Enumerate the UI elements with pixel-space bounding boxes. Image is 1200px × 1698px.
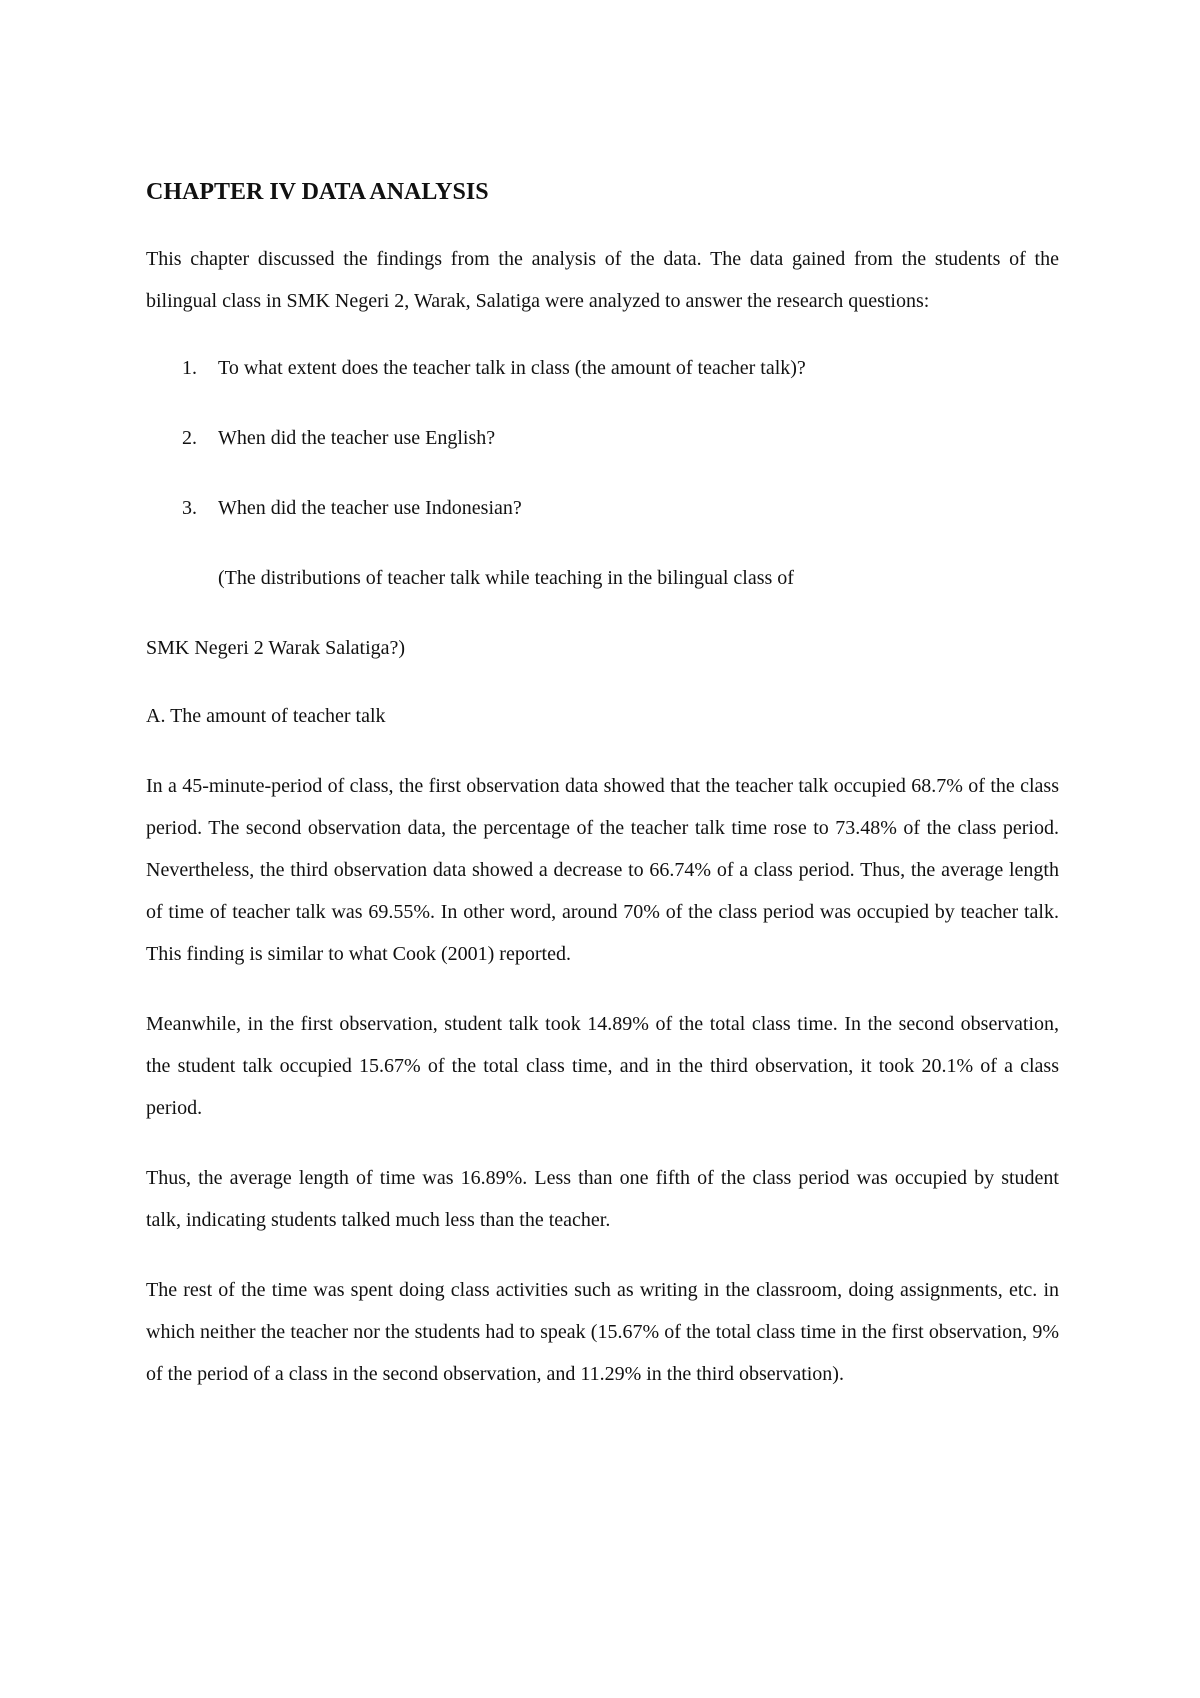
research-question-3 [146,487,1059,529]
research-question-1 [146,347,1059,389]
question-text: When did the teacher use English? [218,427,496,449]
distribution-note-line-1: (The distributions of teacher talk while teaching in the bilingual class of [218,567,794,589]
teacher-talk-paragraph: In a 45-minute-period of class, the first observation data showed that the teacher talk occupied 68.7% of the class period. The second observation data, the percentage of the teacher talk time rose to 73.48% of the class period. Nevertheless, the third observation data showed a decrease to 66.74% of a class period. Thus, the average length of time of teacher talk was 69.55%. In other word, around 70% of the class period was occupied by teacher talk. This finding is similar to what Cook (2001) reported. [146,775,1059,965]
chapter-title: CHAPTER IV DATA ANALYSIS [146,179,489,205]
class-activities-paragraph: The rest of the time was spent doing class activities such as writing in the classroom, doing assignments, etc. in which neither the teacher nor the students had to speak (15.67% of the total class time in the first observation, 9% of the period of a class in the second observation, and 11.29% in the third observation). [146,1279,1059,1385]
question-number: 3. [182,497,197,519]
question-number: 1. [182,357,197,379]
research-questions-list [146,347,1059,529]
research-question-2 [146,417,1059,459]
average-student-talk-paragraph: Thus, the average length of time was 16.89%. Less than one fifth of the class period was occupied by student talk, indicating students talked much less than the teacher. [146,1167,1059,1231]
question-number: 2. [182,427,197,449]
intro-paragraph: This chapter discussed the findings from the analysis of the data. The data gained from the students of the bilingual class in SMK Negeri 2, Warak, Salatiga were analyzed to answer the research questions: [146,248,1059,312]
page-content [146,176,1059,1395]
question-text: When did the teacher use Indonesian? [218,497,522,519]
distribution-note-line-2: SMK Negeri 2 Warak Salatiga?) [146,637,406,659]
section-a-heading: A. The amount of teacher talk [146,705,386,727]
student-talk-paragraph: Meanwhile, in the first observation, student talk took 14.89% of the total class time. In the second observation, the student talk occupied 15.67% of the total class time, and in the third observation, it took 20.1% of a class period. [146,1013,1059,1119]
question-text: To what extent does the teacher talk in class (the amount of teacher talk)? [218,357,806,379]
